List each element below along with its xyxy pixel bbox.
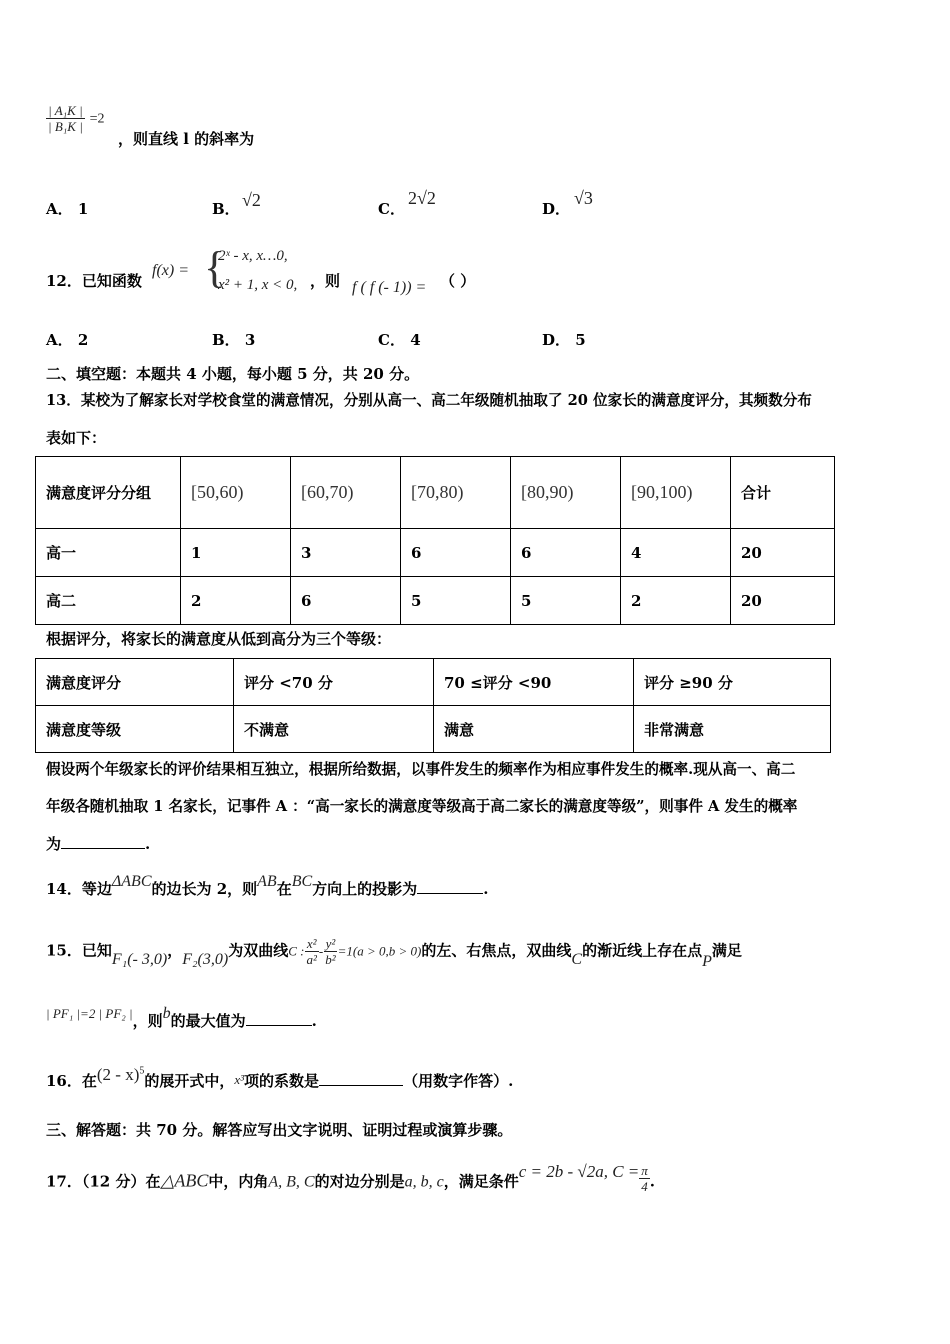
answer-blank	[61, 834, 145, 849]
section3-heading: 三、解答题：共 70 分。解答应写出文字说明、证明过程或演算步骤。	[46, 1121, 513, 1139]
table-cell: 6	[511, 529, 621, 577]
q13-line4: 年级各随机抽取 1 名家长，记事件 A ：“高一家长的满意度等级高于高二家长的满意度等级”，则事件 A 发生的概率	[46, 798, 798, 815]
table-cell: 1	[181, 529, 291, 577]
q13-line2: 表如下：	[46, 429, 107, 447]
q12-prefix: 12．已知函数	[46, 272, 142, 290]
q11-option-c-value: 2√2	[408, 188, 436, 208]
q15-line1: 15．已知F₁(- 3,0)，F₂(3,0)为双曲线C : $\frac{\text{x²}}{\text{a²}}$ - $\frac{\text{y²}}{\text{b²}}$ =1(a > 0,b > 0)的左、右焦点，双曲线C的渐近线上存在点P满足	[46, 936, 742, 970]
table-cell: 2	[181, 577, 291, 625]
q12-option-b: B． 3	[212, 331, 256, 349]
q12-case2: x² + 1, x < 0,	[218, 277, 298, 293]
table-row	[36, 659, 831, 706]
table-cell: 不满意	[234, 706, 434, 753]
answer-blank	[417, 879, 483, 894]
table-cell: 20	[731, 529, 835, 577]
q14-line: 14．等边ΔABC的边长为 2，则AB在BC方向上的投影为 .	[46, 873, 489, 898]
table-cell: 70 ≤评分 <90	[434, 659, 634, 706]
q13-line3: 假设两个年级家长的评价结果相互独立，根据所给数据，以事件发生的频率作为相应事件发生的概率.现从高一、高二	[46, 761, 796, 778]
q11-ratio: $\frac{\text{| A₁K |}}{\text{| B₁K |}}$ =2	[48, 103, 105, 134]
table-cell: 2	[621, 577, 731, 625]
table-cell: 满意度等级	[36, 706, 234, 753]
table-cell: 6	[401, 529, 511, 577]
q13-line5: 为 .	[46, 835, 151, 853]
q12-option-a: A． 2	[46, 331, 89, 349]
q11-option-d-value: √3	[574, 188, 593, 208]
table-cell: 评分 ≥90 分	[634, 659, 831, 706]
q12-paren: （ ）	[440, 272, 476, 290]
q11-option-b-key: B．	[212, 200, 240, 218]
table-header-cell: [90,100)	[621, 457, 731, 529]
q12-brace: {	[204, 243, 226, 292]
table-header-cell: [60,70)	[291, 457, 401, 529]
q12-case1: 2ˣ - x, x…0,	[218, 248, 288, 264]
table-header-cell: [70,80)	[401, 457, 511, 529]
frequency-table	[35, 456, 835, 625]
table-cell: 6	[291, 577, 401, 625]
table-cell: 20	[731, 577, 835, 625]
q12-mid: ，则	[310, 272, 341, 290]
q12-option-c: C． 4	[378, 331, 421, 349]
q12-expr: f ( f (- 1)) =	[352, 279, 427, 296]
section2-heading: 二、填空题：本题共 4 小题，每小题 5 分，共 20 分。	[46, 365, 420, 383]
q15-line2: | PF₁ |=2 | PF₂ |，则b的最大值为 .	[46, 1005, 317, 1030]
table-header-row	[36, 457, 835, 529]
y-fraction: $\frac{\text{y²}}{\text{b²}}$	[325, 936, 336, 967]
ratio-fraction: $\frac{\text{| A₁K |}}{\text{| B₁K |}}$	[48, 103, 83, 134]
q11-option-c-key: C．	[378, 200, 405, 218]
table-cell: 4	[621, 529, 731, 577]
table-header-cell: [50,60)	[181, 457, 291, 529]
table-cell: 高二	[36, 577, 181, 625]
table-cell: 5	[511, 577, 621, 625]
q11-option-b-value: √2	[242, 190, 261, 210]
q13-between: 根据评分，将家长的满意度从低到高分为三个等级：	[46, 630, 392, 648]
table-row	[36, 529, 835, 577]
q16-line: 16．在(2 - x)$^5$的展开式中，x³项的系数是 （用数字作答）.	[46, 1065, 514, 1090]
answer-blank	[319, 1071, 403, 1086]
table-header-cell: [80,90)	[511, 457, 621, 529]
q17-line: 17．（12 分）在△ABC中，内角A, B, C的对边分别是a, b, c，满足条件c = 2b - √2a, C = $\frac{\pi}{4}$ .	[46, 1161, 656, 1194]
table-cell: 满意	[434, 706, 634, 753]
pi-fraction: $\frac{\pi}{4}$	[641, 1163, 648, 1194]
q12-option-d: D． 5	[542, 331, 586, 349]
x-fraction: $\frac{\text{x²}}{\text{a²}}$	[306, 936, 317, 967]
answer-blank	[246, 1011, 312, 1026]
table-cell: 评分 <70 分	[234, 659, 434, 706]
table-row	[36, 577, 835, 625]
table-cell: 高一	[36, 529, 181, 577]
table-cell: 3	[291, 529, 401, 577]
table-header-cell: 合计	[731, 457, 835, 529]
table-cell: 满意度评分	[36, 659, 234, 706]
table-cell: 5	[401, 577, 511, 625]
level-table	[35, 658, 831, 753]
q11-text: ，则直线 l 的斜率为	[118, 130, 255, 148]
q11-option-d-key: D．	[542, 200, 571, 218]
q11-option-a: A． 1	[46, 200, 89, 218]
table-cell: 非常满意	[634, 706, 831, 753]
q13-line1: 13．某校为了解家长对学校食堂的满意情况，分别从高一、高二年级随机抽取了 20 位家长的满意度评分，其频数分布	[46, 392, 812, 409]
table-row	[36, 706, 831, 753]
q12-fx: f(x) =	[152, 262, 189, 279]
table-header-cell: 满意度评分分组	[36, 457, 181, 529]
